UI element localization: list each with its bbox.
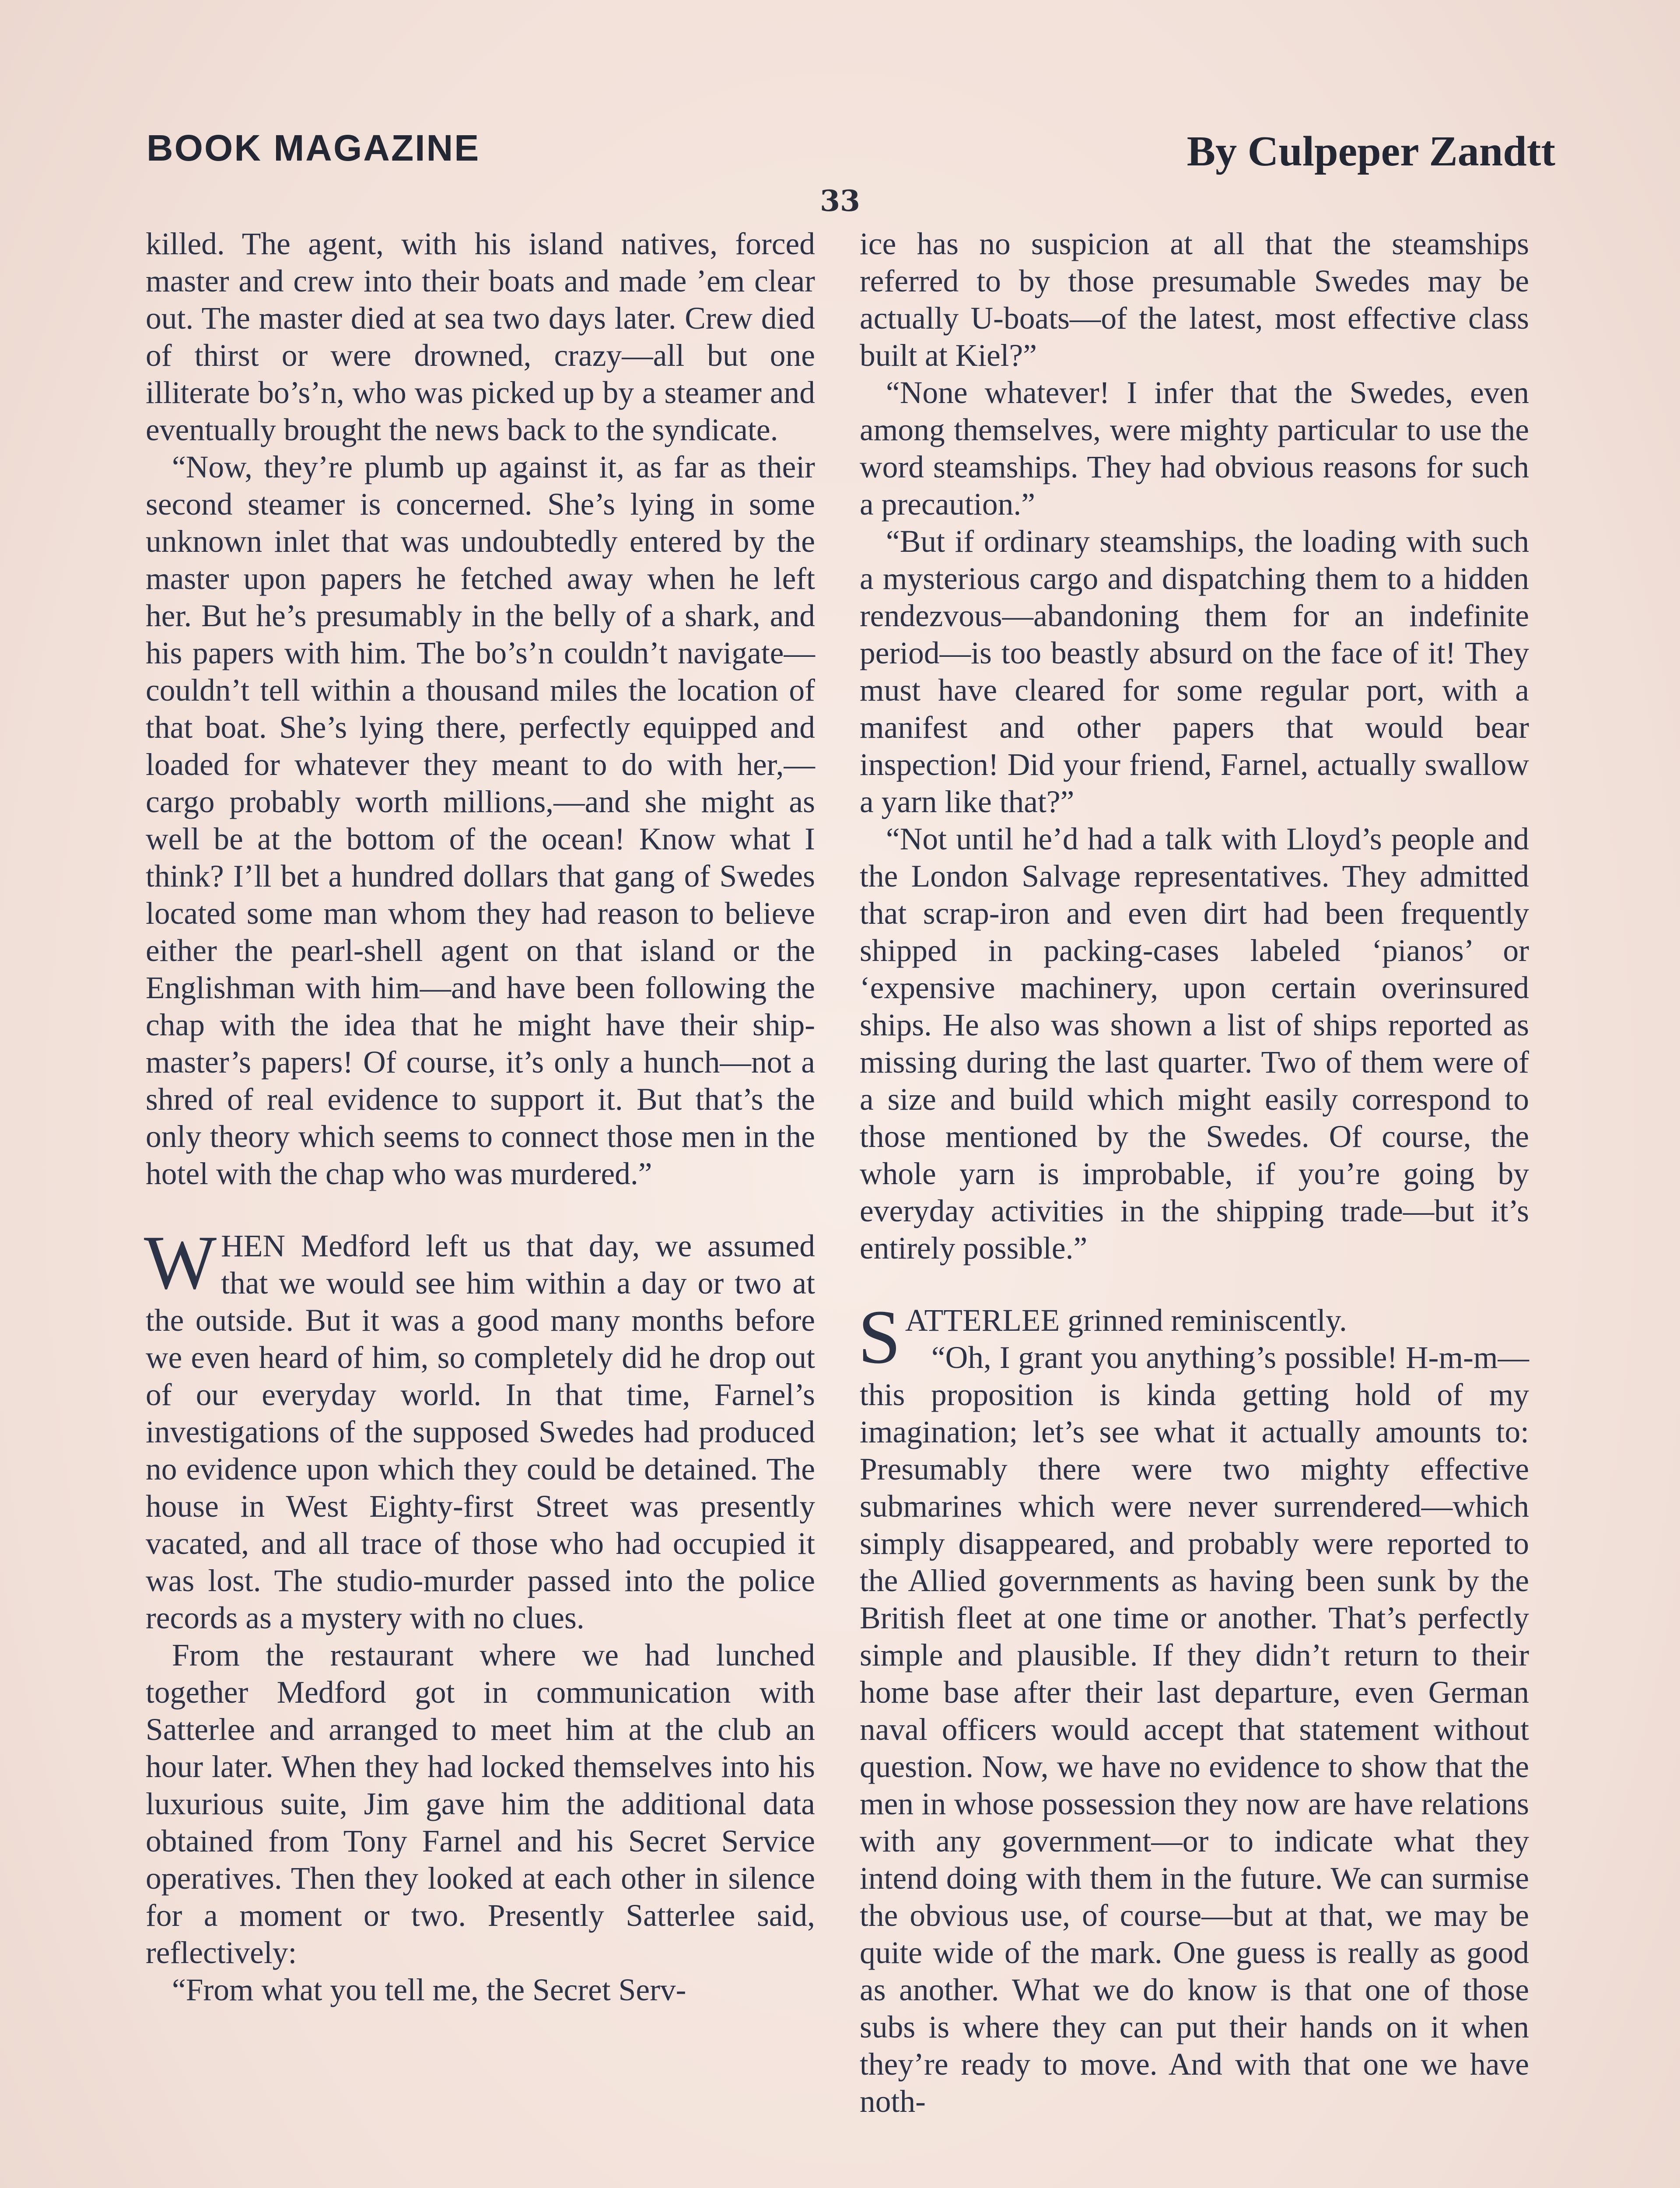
drop-cap: S: [858, 1294, 901, 1380]
page-header: [147, 127, 1555, 184]
paragraph-text: ATTERLEE grinned reminiscently.: [905, 1303, 1347, 1338]
paragraph: “From what you tell me, the Secret Serv-: [172, 1973, 686, 2007]
paragraph: “None whatever! I infer that the Swedes, even among themselves, were mighty particular to use the word steamships. They had obvious reasons for such a precaution.”: [860, 375, 1529, 522]
author-byline: By Culpeper Zandtt: [1186, 128, 1555, 175]
section-start-paragraph: [144, 1220, 815, 1637]
drop-cap: W: [144, 1220, 217, 1305]
paragraph: “Oh, I grant you anything’s possible! H-m-m—this proposition is kinda getting hold of my imagination; let’s see what it actually amounts to: Presumably there were two mighty effective submarines which were never surrendered—which simply disappeared, and probably were reported to the Allied governments as having been sunk by the British fleet at one time or another. That’s perfectly simple and plausible. If they didn’t return to their home base after their last departure, even German naval officers would accept that statement without question. Now, we have no evidence to show that the men in whose possession they now are have relations with any government—or to indicate what they intend doing with them in the future. We can surmise the obvious use, of course—but at that, we may be quite wide of the mark. One guess is really as good as another. What we do know is that one of those subs is where they can put their hands on it when they’re ready to move. And with that one we have noth-: [860, 1340, 1529, 2119]
right-column: [860, 225, 1529, 2120]
paragraph: From the restaurant where we had lunched together Medford got in communication with Satterlee and arranged to meet him at the club an hour later. When they had locked themselves into his luxurious suite, Jim gave him the additional data obtained from Tony Farnel and his Secret Service operatives. Then they looked at each other in silence for a moment or two. Presently Satterlee said, reflectively:: [146, 1638, 815, 1970]
page-number: 33: [820, 184, 860, 218]
publication-title: BOOK MAGAZINE: [147, 127, 480, 168]
paragraph: “But if ordinary steamships, the loading with such a mysterious cargo and dispatching them to a hidden rendezvous—abandoning them for an indefinite period—is too beastly absurd on the face of it! They must have cleared for some regular port, with a manifest and other papers that would bear inspection! Did your friend, Farnel, actually swallow a yarn like that?”: [860, 524, 1529, 819]
left-column: [146, 225, 815, 2009]
paragraph: ice has no suspicion at all that the steamships referred to by those presumable Swedes may be actually U-boats—of the latest, most effective class built at Kiel?”: [860, 227, 1529, 373]
paragraph: “Not until he’d had a talk with Lloyd’s people and the London Salvage representatives. They admitted that scrap-iron and even dirt had been frequently shipped in packing-cases labeled ‘pianos’ or ‘expensive machinery, upon certain overinsured ships. He also was shown a list of ships reported as missing during the last quarter. Two of them were of a size and build which might easily correspond to those mentioned by the Swedes. Of course, the whole yarn is improbable, if you’re going by everyday activities in the shipping trade—but it’s entirely possible.”: [860, 822, 1529, 1266]
paragraph: “Now, they’re plumb up against it, as far as their second steamer is concerned. She’s lying in some unknown inlet that was undoubtedly entered by the master upon papers he fetched away when he left her. But he’s presumably in the belly of a shark, and his papers with him. The bo’s’n couldn’t navigate—couldn’t tell within a thousand miles the location of that boat. She’s lying there, perfectly equipped and loaded for whatever they meant to do with her,—cargo probably worth millions,—and she might as well be at the bottom of the ocean! Know what I think? I’ll bet a hundred dollars that gang of Swedes located some man whom they had reason to believe either the pearl-shell agent on that island or the Englishman with him—and have been following the chap with the idea that he might have their ship-master’s papers! Of course, it’s only a hunch—not a shred of real evidence to support it. But that’s the only theory which seems to connect those men in the hotel with the chap who was murdered.”: [146, 450, 815, 1191]
paragraph-text: HEN Medford left us that day, we assumed that we would see him within a day or two at the outside. But it was a good many months before we even heard of him, so completely did he drop out of our everyday world. In that time, Farnel’s investigations of the supposed Swedes had produced no evidence upon which they could be detained. The house in West Eighty-first Street was presently vacated, and all trace of those who had occupied it was lost. The studio-murder passed into the police records as a mystery with no clues.: [146, 1229, 815, 1635]
section-start-paragraph: [858, 1294, 1529, 1380]
paragraph: killed. The agent, with his island natives, forced master and crew into their boats and made ’em clear out. The master died at sea two days later. Crew died of thirst or were drowned, crazy—all but one illiterate bo’s’n, who was picked up by a steamer and eventually brought the news back to the syndicate.: [146, 227, 815, 447]
